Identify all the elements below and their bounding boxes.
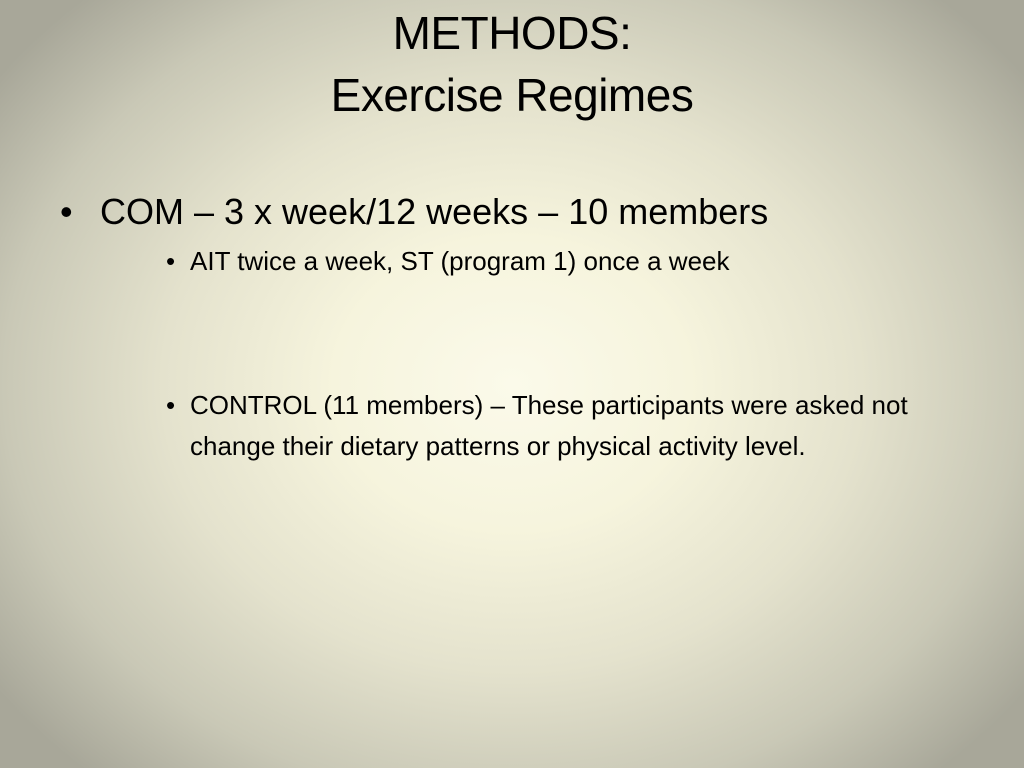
sub-bullet-ait	[166, 241, 910, 282]
bullet-marker: •	[60, 191, 73, 232]
bullet-com	[60, 188, 960, 236]
title-line-1: METHODS:	[392, 7, 632, 59]
sub-bullet-marker: •	[166, 390, 176, 420]
sub-bullet-control	[166, 385, 910, 467]
sub-bullet-marker: •	[166, 246, 176, 276]
bullet-text: COM – 3 x week/12 weeks – 10 members	[100, 191, 769, 232]
title-line-2: Exercise Regimes	[330, 69, 694, 121]
slide-title	[0, 2, 1024, 126]
sub-bullet-text: AIT twice a week, ST (program 1) once a week	[190, 246, 730, 276]
sub-bullet-text: CONTROL (11 members) – These participants were asked not change their dietary patterns or physical activity level.	[190, 390, 908, 461]
slide-content	[60, 188, 960, 467]
